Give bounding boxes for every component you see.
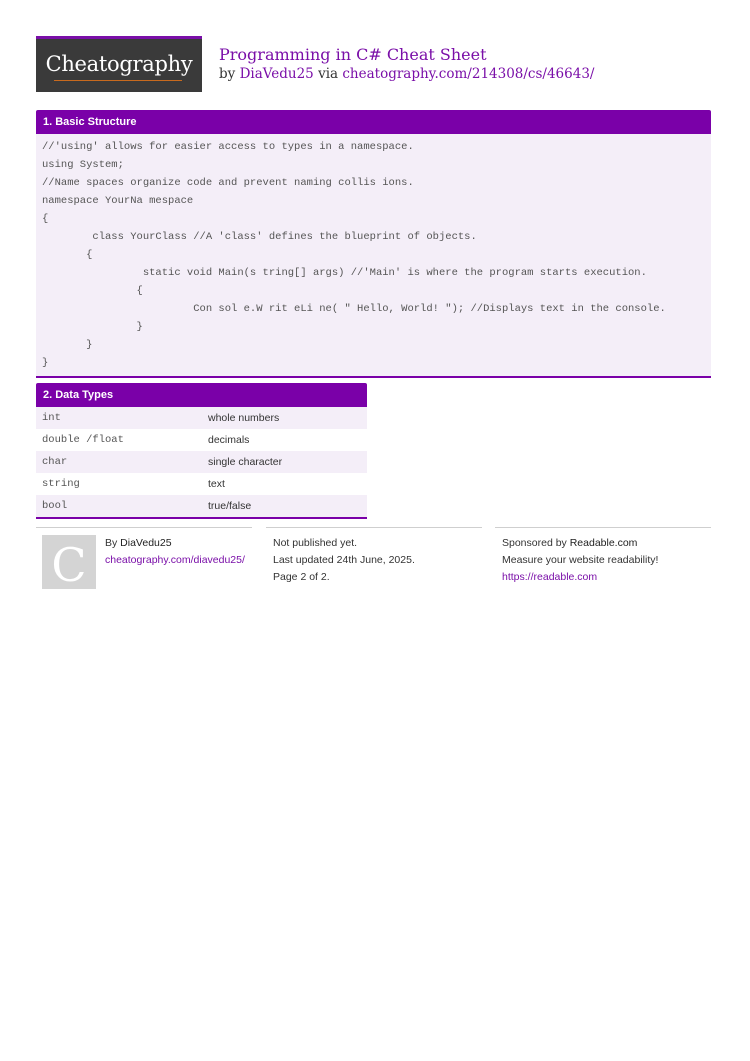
footer-author-name: DiaVedu25 [120,537,172,549]
avatar [42,535,96,592]
code-line: //Name spaces organize code and prevent naming collis ions. [42,177,414,189]
type-description: true/false [208,500,252,512]
code-line: { [42,249,93,261]
code-line: static void Main(s tring[] args) //'Main' is where the program starts execution. [42,267,647,279]
avatar-letter: C [51,538,87,592]
code-line: Con sol e.W rit eLi ne( " Hello, World! "); //Displays text in the console. [42,303,666,315]
sponsor-tagline: Measure your website readability! [502,554,659,566]
footer-author-link[interactable]: cheatography.com/diavedu25/ [105,554,245,566]
section-header: 2. Data Types [36,383,367,407]
type-name: char [42,456,68,468]
type-description: single character [208,456,283,468]
code-block [36,134,711,378]
sheet-url-link[interactable]: cheatography.com/214308/cs/46643/ [342,66,595,82]
logo-text: Cheatography [45,52,193,76]
sponsor-name: Readable.com [569,537,638,549]
type-name: bool [42,500,68,512]
code-line: } [42,321,143,333]
code-line: } [42,357,49,369]
table-row [36,407,367,429]
logo-underline [54,80,182,81]
author-link[interactable]: DiaVedu25 [239,66,314,82]
type-name: double /float [42,434,124,446]
data-types-section [36,383,367,519]
footer-by-label: By [105,537,121,549]
type-description: decimals [208,434,250,446]
table-row [36,473,367,495]
published-status: Not published yet. [273,537,358,549]
code-line: namespace YourNa mespace [42,195,194,207]
section-header: 1. Basic Structure [36,110,711,134]
last-updated: Last updated 24th June, 2025. [273,554,415,566]
type-name: int [42,412,61,424]
code-line: //'using' allows for easier access to types in a namespace. [42,141,414,153]
code-line: { [42,285,143,297]
type-description: whole numbers [208,412,280,424]
code-line: { [42,213,49,225]
sponsor-label: Sponsored by [502,537,570,549]
footer-divider [495,527,711,528]
page-number: Page 2 of 2. [273,571,330,583]
footer-divider [36,527,252,528]
table-row [36,429,367,451]
type-name: string [42,478,80,490]
table-row [36,495,367,517]
code-line: class YourClass //A 'class' defines the blueprint of objects. [42,231,477,243]
code-line: using System; [42,159,124,171]
footer-meta [273,535,415,586]
data-types-table [36,407,367,519]
footer-sponsor [502,535,658,586]
footer-author [105,535,245,569]
footer-divider [266,527,482,528]
code-line: } [42,339,93,351]
sponsor-link[interactable]: https://readable.com [502,571,598,583]
cheatography-logo[interactable] [36,36,202,92]
byline-by: by [219,66,240,82]
type-description: text [208,478,225,490]
byline-via: via [313,66,343,82]
basic-structure-section [36,110,711,378]
byline [219,66,594,82]
table-row [36,451,367,473]
page-title: Programming in C# Cheat Sheet [219,45,487,64]
